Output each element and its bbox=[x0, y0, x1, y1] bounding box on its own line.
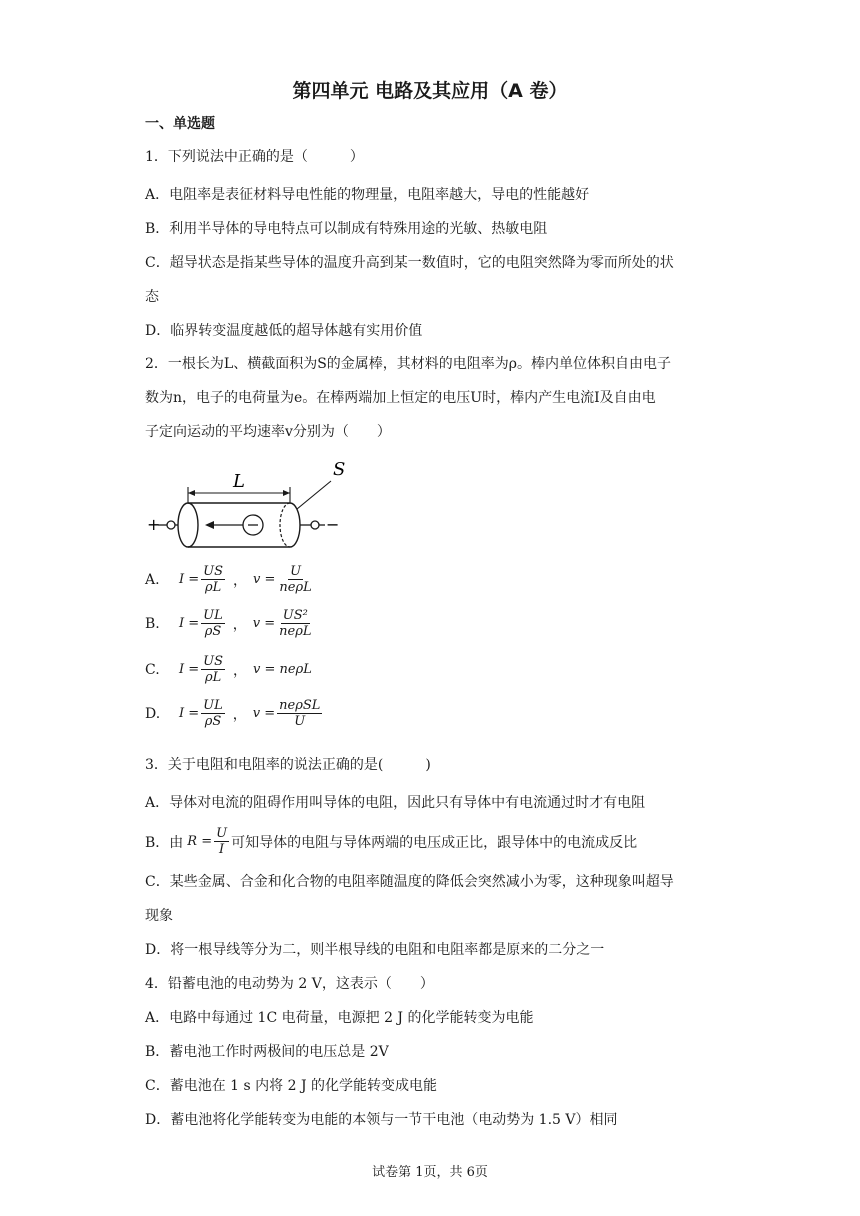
q3-option-c-line1: C．某些金属、合金和化合物的电阻率随温度的降低会突然减小为零，这种现象叫超导 bbox=[145, 874, 674, 890]
q1-stem: 1．下列说法中正确的是（ ） bbox=[145, 149, 364, 165]
current-fraction: $\frac{US}{\rho L}$ bbox=[203, 654, 224, 685]
q2-option-a: A. I = $\frac{US}{\rho L}$ ， v = $\frac{U}{\text{neρL}}$ bbox=[145, 564, 312, 595]
rod-right-end bbox=[290, 503, 300, 547]
q3-option-b: B．由 R = $\frac{U}{I}$ 可知导体的电阻与导体两端的电压成正比，跟导体中的电流成反比 bbox=[145, 826, 638, 857]
area-label: S bbox=[333, 459, 346, 480]
current-eq-prefix: I = bbox=[179, 572, 200, 587]
q4-option-b: B．蓄电池工作时两极间的电压总是 2V bbox=[145, 1044, 389, 1060]
q2-stem-line2: 数为n，电子的电荷量为e。在棒两端加上恒定的电压U时，棒内产生电流I及自由电 bbox=[145, 390, 656, 406]
q1-option-c-line2: 态 bbox=[145, 289, 159, 305]
length-arrow-left bbox=[188, 490, 195, 496]
rod-cross-section-hidden bbox=[280, 503, 290, 547]
option-letter: B. bbox=[145, 615, 160, 632]
q1-option-b: B．利用半导体的导电特点可以制成有特殊用途的光敏、热敏电阻 bbox=[145, 221, 548, 237]
velocity-expression: v = neρL bbox=[253, 662, 312, 677]
option-letter: A. bbox=[145, 571, 160, 588]
page-footer: 试卷第 1页，共 6页 bbox=[372, 1165, 488, 1180]
metal-rod-diagram bbox=[145, 459, 355, 554]
option-letter: D. bbox=[145, 705, 161, 722]
velocity-eq-prefix: v = bbox=[253, 572, 276, 587]
q1-option-c-line1: C．超导状态是指某些导体的温度升高到某一数值时，它的电阻突然降为零而所处的状 bbox=[145, 255, 674, 271]
q4-option-a: A．电路中每通过 1C 电荷量，电源把 2 J 的化学能转变为电能 bbox=[145, 1010, 534, 1026]
q1-option-d: D．临界转变温度越低的超导体越有实用价值 bbox=[145, 323, 423, 339]
velocity-fraction: $\frac{\text{neρSL}}{U}$ bbox=[279, 698, 321, 729]
q3-option-a: A．导体对电流的阻碍作用叫导体的电阻，因此只有导体中有电流通过时才有电阻 bbox=[145, 795, 646, 811]
area-pointer-line bbox=[297, 481, 331, 509]
current-fraction: $\frac{UL}{\rho S}$ bbox=[203, 608, 223, 639]
q2-stem-line1: 2．一根长为L、横截面积为S的金属棒，其材料的电阻率为ρ。棒内单位体积自由电子 bbox=[145, 356, 672, 372]
q3-stem: 3．关于电阻和电阻率的说法正确的是( ) bbox=[145, 757, 431, 773]
page-title: 第四单元 电路及其应用（A 卷） bbox=[292, 80, 568, 102]
resistance-fraction: $\frac{U}{I}$ bbox=[216, 826, 228, 857]
q2-option-d: D. I = $\frac{UL}{\rho S}$ ， v = $\frac{\text{neρSL}}{U}$ bbox=[145, 698, 321, 729]
rod-left-end bbox=[178, 503, 198, 547]
electron-arrowhead bbox=[205, 521, 214, 529]
q2-option-c: C. I = $\frac{US}{\rho L}$ ， v = neρL bbox=[145, 654, 312, 685]
current-fraction: $\frac{UL}{\rho S}$ bbox=[203, 698, 223, 729]
q2-option-b: B. I = $\frac{UL}{\rho S}$ ， v = $\frac{\text{US²}}{\text{neρL}}$ bbox=[145, 608, 312, 639]
option-letter: C. bbox=[145, 661, 160, 678]
velocity-fraction: $\frac{U}{\text{neρL}}$ bbox=[279, 564, 312, 595]
length-label: L bbox=[233, 471, 245, 492]
right-terminal bbox=[311, 521, 319, 529]
q3-option-d: D．将一根导线等分为二，则半根导线的电阻和电阻率都是原来的二分之一 bbox=[145, 942, 605, 958]
minus-terminal-label: − bbox=[326, 515, 340, 534]
q3-option-c-line2: 现象 bbox=[145, 908, 173, 924]
q4-option-d: D．蓄电池将化学能转变为电能的本领与一节干电池（电动势为 1.5 V）相同 bbox=[145, 1112, 618, 1128]
velocity-fraction: $\frac{\text{US²}}{\text{neρL}}$ bbox=[279, 608, 312, 639]
length-arrow-right bbox=[283, 490, 290, 496]
current-fraction: $\frac{US}{\rho L}$ bbox=[203, 564, 224, 595]
q1-option-a: A．电阻率是表征材料导电性能的物理量，电阻率越大，导电的性能越好 bbox=[145, 187, 590, 203]
left-terminal bbox=[167, 521, 175, 529]
q4-stem: 4．铅蓄电池的电动势为 2 V，这表示（ ） bbox=[145, 976, 434, 992]
plus-terminal-label: + bbox=[147, 515, 161, 534]
q2-stem-line3: 子定向运动的平均速率v分别为（ ） bbox=[145, 424, 391, 440]
section-heading: 一、单选题 bbox=[145, 116, 215, 132]
q4-option-c: C．蓄电池在 1 s 内将 2 J 的化学能转变成电能 bbox=[145, 1078, 438, 1094]
